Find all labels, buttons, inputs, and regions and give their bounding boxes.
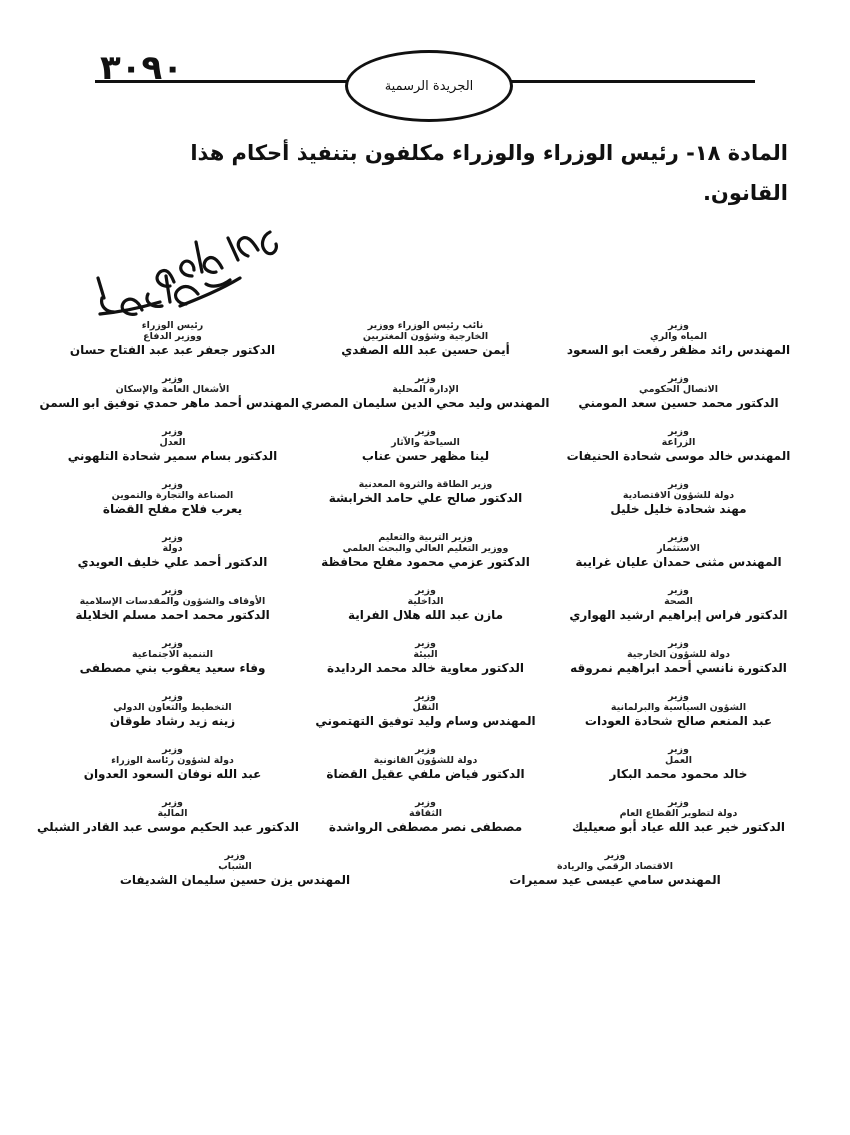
minister-title: وزير الأشغال العامة والإسكان: [115, 373, 230, 395]
minister-name: عبد المنعم صالح شحادة العودات: [584, 714, 773, 728]
ministers-row: [45, 479, 805, 532]
minister-title: وزير دولة: [162, 532, 183, 554]
minister-entry: [299, 744, 552, 797]
minister-entry: [299, 320, 552, 373]
minister-entry: [552, 797, 805, 850]
minister-title: وزير التخطيط والتعاون الدولي: [113, 691, 232, 713]
minister-name: الدكتور أحمد علي خليف العويدي: [77, 555, 268, 569]
minister-title: وزير المالية: [157, 797, 188, 819]
minister-title: نائب رئيس الوزراء ووزير الخارجية وشؤون المغتربين: [362, 320, 489, 342]
minister-name: يعرب فلاح مفلح القضاة: [102, 502, 243, 516]
minister-name: المهندس مثنى حمدان عليان غرايبة: [575, 555, 782, 569]
ministers-row: [45, 744, 805, 797]
minister-entry: [46, 532, 299, 585]
minister-name: المهندس خالد موسى شحادة الحنيفات: [566, 449, 791, 463]
minister-title: وزير دولة للشؤون الخارجية: [627, 638, 730, 660]
ministers-row: [45, 585, 805, 638]
minister-entry: [46, 585, 299, 638]
minister-title: وزير الإدارة المحلية: [392, 373, 459, 395]
minister-entry: [465, 850, 765, 903]
minister-entry: [299, 585, 552, 638]
minister-name: أيمن حسين عبد الله الصفدي: [341, 343, 510, 357]
ministers-row: [36, 797, 805, 850]
minister-title: وزير دولة لشؤون رئاسة الوزراء: [111, 744, 234, 766]
minister-name: الدكتور بسام سمير شحادة التلهوني: [67, 449, 278, 463]
minister-title: وزير الصناعة والتجارة والتموين: [111, 479, 234, 501]
minister-title: وزير الأوقاف والشؤون والمقدسات الإسلامية: [79, 585, 266, 607]
ministers-grid: [36, 320, 805, 903]
minister-name: الدكتور فراس إبراهيم ارشيد الهواري: [569, 608, 788, 622]
minister-name: المهندس رائد مظفر رفعت ابو السعود: [566, 343, 791, 357]
minister-title: وزير التنمية الاجتماعية: [131, 638, 213, 660]
minister-entry: [46, 744, 299, 797]
minister-entry: [552, 691, 805, 744]
minister-name: المهندس وسام وليد توفيق التهتموني: [315, 714, 536, 728]
minister-entry: [299, 532, 552, 585]
minister-title: وزير دولة للشؤون القانونية: [373, 744, 478, 766]
minister-entry: [299, 479, 552, 532]
minister-name: المهندس سامي عيسى عيد سميرات: [509, 873, 721, 887]
minister-name: الدكتور عبد الحكيم موسى عبد القادر الشبلي: [36, 820, 299, 834]
minister-title: وزير السياحة والآثار: [391, 426, 460, 448]
minister-entry: [299, 638, 552, 691]
minister-entry: [552, 373, 805, 426]
ministers-row: [45, 320, 805, 373]
minister-name: عبد الله نوفان السعود العدوان: [83, 767, 262, 781]
minister-title: وزير العمل: [664, 744, 693, 766]
minister-title: وزير الطاقة والثروة المعدنية: [358, 479, 493, 490]
ministers-row: [45, 850, 805, 903]
minister-name: الدكتور محمد حسين سعد المومني: [578, 396, 779, 410]
minister-title: وزير الشؤون السياسية والبرلمانية: [610, 691, 747, 713]
ministers-row: [39, 373, 805, 426]
minister-title: وزير الاقتصاد الرقمي والريادة: [556, 850, 674, 872]
minister-entry: [552, 320, 805, 373]
minister-entry: [552, 744, 805, 797]
minister-title: وزير العدل: [159, 426, 186, 448]
minister-entry: [46, 320, 299, 373]
minister-name: الدكتور معاوية خالد محمد الردايدة: [326, 661, 525, 675]
minister-entry: [46, 479, 299, 532]
minister-entry: [299, 426, 552, 479]
ministers-row: [45, 426, 805, 479]
minister-name: الدكتور صالح علي حامد الخرابشة: [328, 491, 523, 505]
minister-name: مهند شحادة خليل خليل: [610, 502, 747, 516]
ministers-row: [45, 638, 805, 691]
minister-name: وفاء سعيد يعقوب بني مصطفى: [79, 661, 266, 675]
minister-entry: [46, 638, 299, 691]
minister-entry: [46, 426, 299, 479]
minister-name: الدكتور خير عبد الله عياد أبو صعيليك: [572, 820, 785, 834]
minister-entry: [299, 373, 552, 426]
minister-title: وزير الاستثمار: [657, 532, 700, 554]
minister-title: وزير دولة للشؤون الاقتصادية: [622, 479, 735, 501]
minister-entry: [46, 691, 299, 744]
minister-name: خالد محمود محمد البكار: [609, 767, 748, 781]
minister-title: وزير الاتصال الحكومي: [638, 373, 719, 395]
minister-name: لينا مظهر حسن عناب: [361, 449, 490, 463]
minister-title: وزير الشباب: [218, 850, 252, 872]
minister-entry: [299, 691, 552, 744]
minister-name: زينه زيد رشاد طوقان: [109, 714, 236, 728]
minister-title: وزير الداخلية: [407, 585, 444, 607]
ministers-row: [45, 691, 805, 744]
royal-signature: [70, 210, 300, 320]
minister-name: المهندس أحمد ماهر حمدي توفيق ابو السمن: [39, 396, 299, 410]
minister-name: مصطفى نصر مصطفى الرواشدة: [328, 820, 523, 834]
minister-entry: [552, 426, 805, 479]
minister-entry: [552, 638, 805, 691]
ministers-row: [45, 532, 805, 585]
minister-entry: [552, 479, 805, 532]
minister-name: الدكتور محمد احمد مسلم الخلايلة: [75, 608, 270, 622]
minister-title: وزير التربية والتعليم ووزير التعليم العالي والبحث العلمي: [342, 532, 509, 554]
minister-title: وزير النقل: [412, 691, 439, 713]
minister-name: مازن عبد الله هلال الفراية: [347, 608, 504, 622]
minister-title: وزير البيئة: [413, 638, 438, 660]
page-number: ٣٠٩٠: [100, 48, 184, 88]
minister-entry: [39, 373, 299, 426]
minister-title: وزير الثقافة: [408, 797, 443, 819]
minister-entry: [299, 797, 552, 850]
minister-entry: [85, 850, 385, 903]
minister-title: وزير دولة لتطوير القطاع العام: [619, 797, 738, 819]
minister-name: الدكتور عزمي محمود مفلح محافظة: [321, 555, 530, 569]
minister-title: رئيس الوزراء ووزير الدفاع: [141, 320, 204, 342]
minister-title: وزير الزراعة: [661, 426, 696, 448]
minister-name: المهندس يزن حسين سليمان الشديفات: [119, 873, 351, 887]
minister-name: الدكتور جعفر عبد عبد الفتاح حسان: [69, 343, 276, 357]
minister-entry: [552, 585, 805, 638]
article-text: المادة ١٨- رئيس الوزراء والوزراء مكلفون بتنفيذ أحكام هذا القانون.: [190, 141, 788, 205]
minister-name: الدكتورة نانسي أحمد ابراهيم نمروقه: [570, 661, 787, 675]
minister-title: وزير الصحة: [664, 585, 693, 607]
minister-entry: [552, 532, 805, 585]
minister-name: الدكتور فياض ملفي عقيل القضاة: [326, 767, 525, 781]
minister-title: وزير المياه والري: [650, 320, 707, 342]
minister-entry: [36, 797, 299, 850]
signature-image: [70, 210, 300, 320]
minister-name: المهندس وليد محي الدين سليمان المصري: [301, 396, 550, 410]
gazette-title: الجريدة الرسمية: [384, 78, 474, 94]
gazette-oval: [345, 50, 513, 122]
